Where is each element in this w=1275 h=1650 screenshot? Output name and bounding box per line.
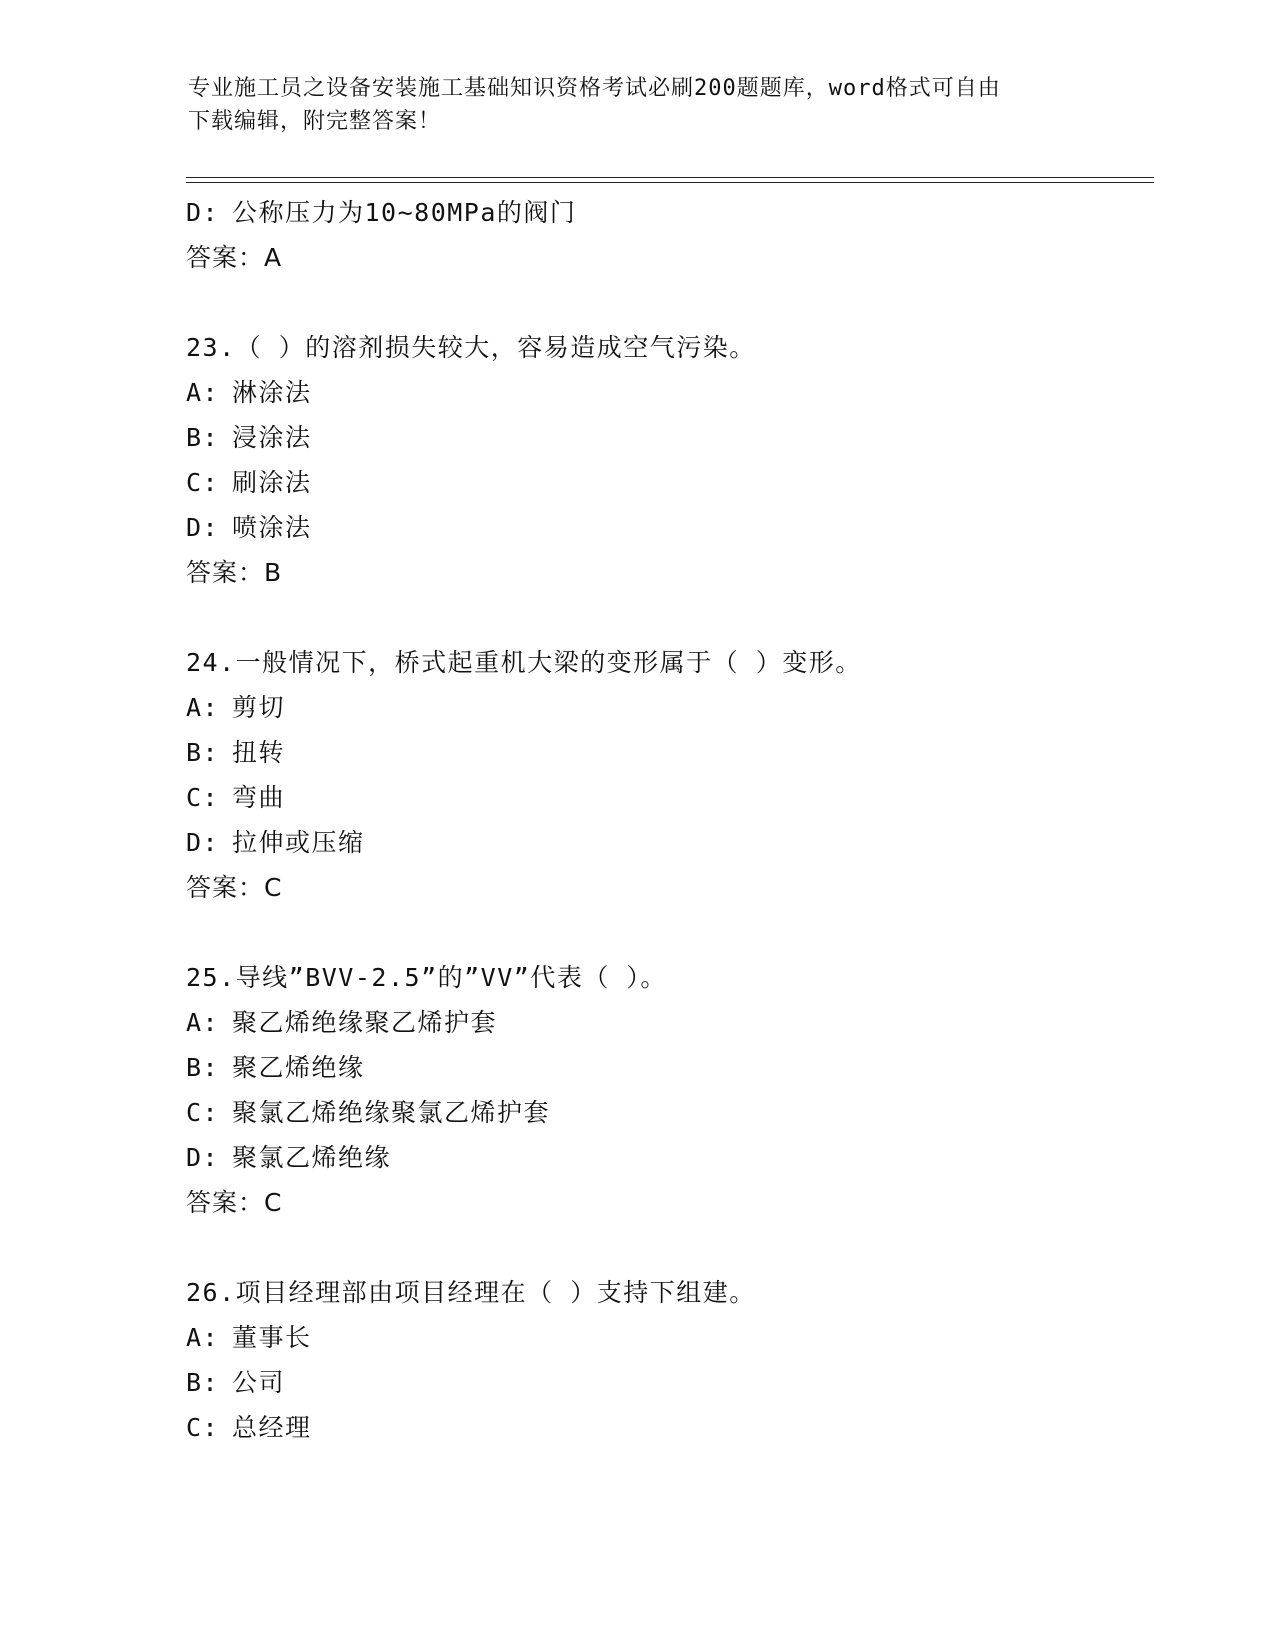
option-text: 总经理 [232,1413,312,1442]
option-text: 刷涂法 [232,468,312,497]
option-text: 公司 [232,1368,286,1397]
answer: 答案：B [186,558,283,587]
option-b [186,730,1146,775]
option-b [186,1045,1146,1090]
option-label: D: [186,1143,220,1172]
spacer [186,910,1146,955]
option-a [186,370,1146,415]
option-c [186,1090,1146,1135]
option-label: C: [186,783,220,812]
document-header [188,72,1068,138]
option-label: A: [186,1008,220,1037]
option-text: 扭转 [232,738,286,767]
option-d [186,820,1146,865]
header-rule-bottom [186,182,1154,183]
option-label: C: [186,1413,220,1442]
option-b [186,1360,1146,1405]
spacer [186,1225,1146,1270]
option-d [186,505,1146,550]
option-a [186,685,1146,730]
option-text: 公称压力为10~80MPa的阀门 [232,198,577,227]
option-text: 聚乙烯绝缘聚乙烯护套 [232,1008,498,1037]
option-text: 聚氯乙烯绝缘 [232,1143,392,1172]
header-line-2: 下载编辑，附完整答案！ [188,109,442,134]
option-b [186,415,1146,460]
option-label: B: [186,738,220,767]
header-rule-top [186,177,1154,178]
option-text: 弯曲 [232,783,286,812]
option-text: 淋涂法 [232,378,312,407]
option-label: B: [186,423,220,452]
option-d [186,1135,1146,1180]
option-label: A: [186,378,220,407]
option-label: A: [186,1323,220,1352]
question-stem: 26.项目经理部由项目经理在（ ）支持下组建。 [186,1278,756,1307]
question-stem: 25.导线”BVV-2.5”的”VV”代表（ ）。 [186,963,667,992]
option-d [186,190,1146,235]
spacer [186,280,1146,325]
option-a [186,1000,1146,1045]
option-c [186,775,1146,820]
option-label: A: [186,693,220,722]
option-text: 聚氯乙烯绝缘聚氯乙烯护套 [232,1098,551,1127]
answer: 答案：A [186,243,283,272]
option-text: 剪切 [232,693,286,722]
answer: 答案：C [186,873,283,902]
option-label: D: [186,198,220,227]
spacer [186,595,1146,640]
option-c [186,460,1146,505]
option-c [186,1405,1146,1450]
option-label: C: [186,1098,220,1127]
option-label: D: [186,828,220,857]
option-text: 董事长 [232,1323,312,1352]
option-label: C: [186,468,220,497]
option-label: B: [186,1368,220,1397]
option-a [186,1315,1146,1360]
answer: 答案：C [186,1188,283,1217]
option-text: 喷涂法 [232,513,312,542]
option-label: B: [186,1053,220,1082]
question-stem: 24.一般情况下，桥式起重机大梁的变形属于（ ）变形。 [186,648,862,677]
option-text: 浸涂法 [232,423,312,452]
option-text: 拉伸或压缩 [232,828,365,857]
option-label: D: [186,513,220,542]
question-stem: 23.（ ）的溶剂损失较大，容易造成空气污染。 [186,333,756,362]
option-text: 聚乙烯绝缘 [232,1053,365,1082]
question-list [186,190,1146,1450]
header-line-1: 专业施工员之设备安装施工基础知识资格考试必刷200题题库，word格式可自由 [188,76,1001,101]
